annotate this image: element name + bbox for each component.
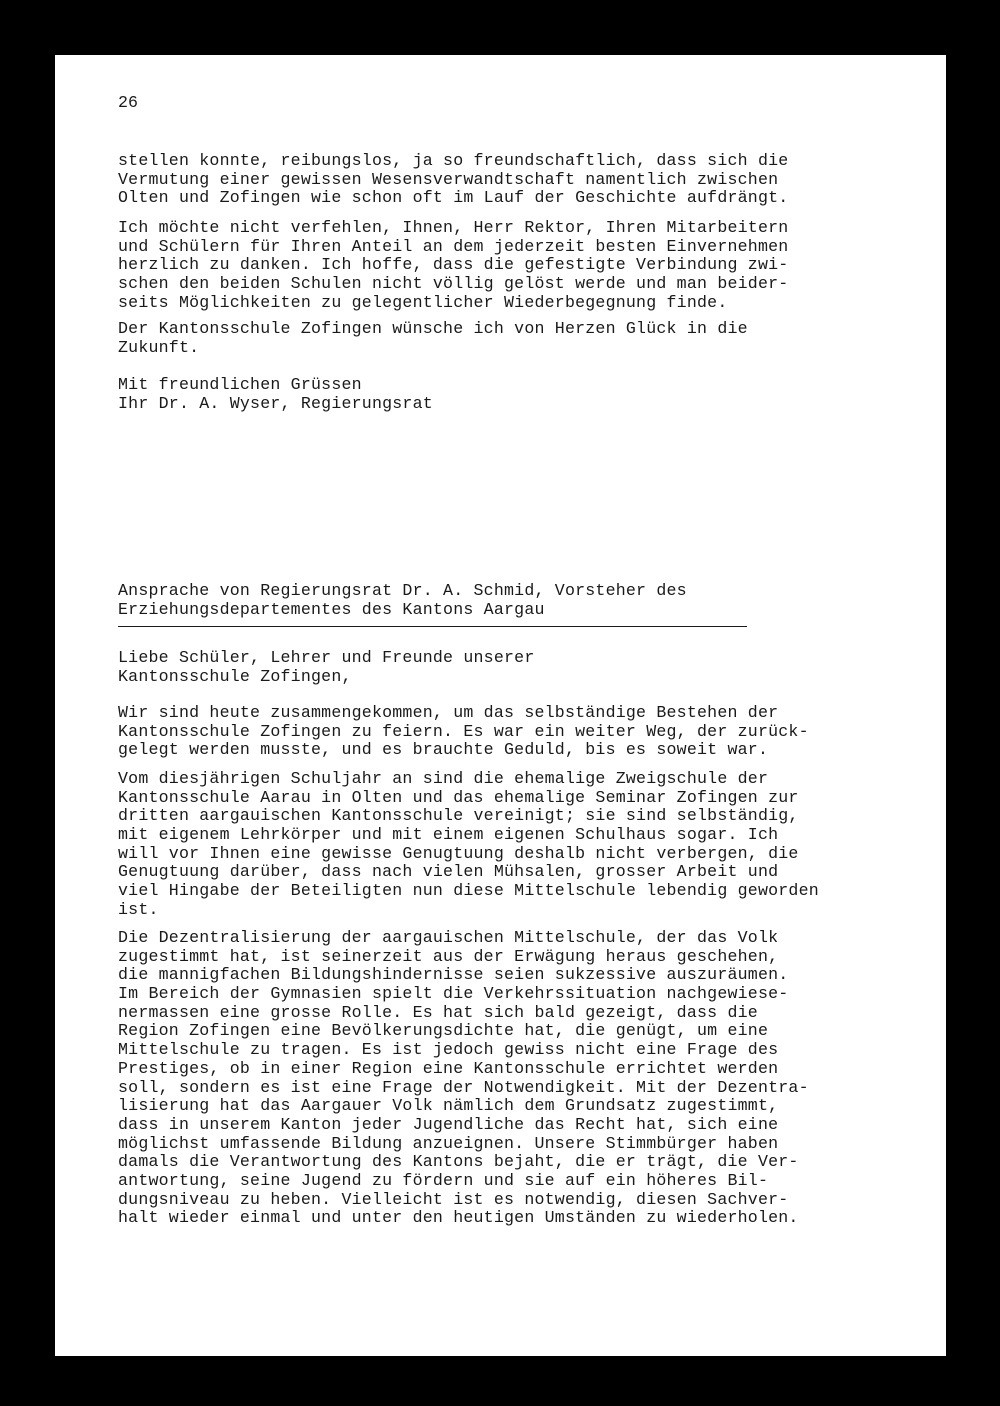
text-line: herzlich zu danken. Ich hoffe, dass die gefestigte Verbindung zwi- [118,255,789,275]
text-line: schen den beiden Schulen nicht völlig gelöst werde und man beider- [118,274,789,294]
document-page [55,55,946,1356]
text-line: zugestimmt hat, ist seinerzeit aus der Erwägung heraus geschehen, [118,946,779,966]
text-line: Ich möchte nicht verfehlen, Ihnen, Herr Rektor, Ihren Mitarbeitern [118,218,789,237]
text-line: Genugtuung darüber, dass nach vielen Mühsalen, grosser Arbeit und [118,862,779,882]
text-line: Olten und Zofingen wie schon oft im Lauf der Geschichte aufdrängt. [118,188,789,208]
text-line: gelegt werden musste, und es brauchte Geduld, bis es soweit war. [118,740,769,760]
text-line: soll, sondern es ist eine Frage der Notwendigkeit. Mit der Dezentra- [118,1077,809,1097]
speech-heading [118,582,908,619]
text-line: antwortung, seine Jugend zu fördern und sie auf ein höheres Bil- [118,1170,769,1190]
text-line: Vom diesjährigen Schuljahr an sind die ehemalige Zweigschule der [118,769,769,788]
text-line: und Schülern für Ihren Anteil an dem jederzeit besten Einvernehmen [118,236,789,256]
heading-underline [118,626,747,627]
salutation-line: Liebe Schüler, Lehrer und Freunde unserer [118,648,535,667]
speech-paragraph-3 [118,929,908,1228]
heading-line: Ansprache von Regierungsrat Dr. A. Schmid, Vorsteher des [118,581,687,600]
text-line: Mittelschule zu tragen. Es ist jedoch gewiss nicht eine Frage des [118,1040,779,1060]
text-line: Im Bereich der Gymnasien spielt die Verkehrssituation nachgewiese- [118,984,789,1004]
text-line: dass in unserem Kanton jeder Jugendliche das Recht hat, sich eine [118,1114,779,1134]
text-line: dritten aargauischen Kantonsschule vereinigt; sie sind selbständig, [118,806,799,826]
text-line: dungsniveau zu heben. Vielleicht ist es notwendig, diesen Sachver- [118,1189,789,1209]
speech-salutation [118,649,908,686]
text-line: halt wieder einmal und unter den heutigen Umständen zu wiederholen. [118,1208,799,1228]
text-line: Region Zofingen eine Bevölkerungsdichte hat, die genügt, um eine [118,1021,769,1041]
text-line: lisierung hat das Aargauer Volk nämlich dem Grundsatz zugestimmt, [118,1096,779,1116]
text-line: will vor Ihnen eine gewisse Genugtuung deshalb nicht verbergen, die [118,843,799,863]
text-line: seits Möglichkeiten zu gelegentlicher Wiederbegegnung finde. [118,292,728,312]
signature-line: Ihr Dr. A. Wyser, Regierungsrat [118,393,433,413]
text-line: viel Hingabe der Beteiligten nun diese Mittelschule lebendig geworden [118,881,819,901]
text-line: die mannigfachen Bildungshindernisse seien sukzessive auszuräumen. [118,965,789,985]
text-line: stellen konnte, reibungslos, ja so freundschaftlich, dass sich die [118,151,789,170]
letter-paragraph-1 [118,152,908,208]
page-number: 26 [118,93,138,112]
closing-line: Mit freundlichen Grüssen [118,375,362,394]
text-line: Der Kantonsschule Zofingen wünsche ich von Herzen Glück in die [118,319,748,338]
speech-paragraph-1 [118,704,908,760]
text-line: Kantonsschule Zofingen zu feiern. Es war ein weiter Weg, der zurück- [118,721,809,741]
text-line: Die Dezentralisierung der aargauischen Mittelschule, der das Volk [118,928,779,947]
text-line: damals die Verantwortung des Kantons bejaht, die er trägt, die Ver- [118,1152,799,1172]
text-line: nermassen eine grosse Rolle. Es hat sich bald gezeigt, dass die [118,1002,758,1022]
speech-paragraph-2 [118,770,908,920]
text-line: Zukunft. [118,337,200,357]
salutation-line: Kantonsschule Zofingen, [118,666,352,686]
text-line: mit eigenem Lehrkörper und mit einem eigenen Schulhaus sogar. Ich [118,825,779,845]
text-line: Prestiges, ob in einer Region eine Kantonsschule errichtet werden [118,1058,779,1078]
text-line: ist. [118,899,159,919]
text-line: Wir sind heute zusammengekommen, um das selbständige Bestehen der [118,703,779,722]
text-line: möglichst umfassende Bildung anzueignen. Unsere Stimmbürger haben [118,1133,779,1153]
text-line: Kantonsschule Aarau in Olten und das ehemalige Seminar Zofingen zur [118,787,799,807]
heading-line: Erziehungsdepartementes des Kantons Aargau [118,599,545,619]
text-line: Vermutung einer gewissen Wesensverwandtschaft namentlich zwischen [118,169,779,189]
letter-closing [118,376,908,413]
letter-paragraph-3 [118,320,908,357]
letter-paragraph-2 [118,219,908,312]
